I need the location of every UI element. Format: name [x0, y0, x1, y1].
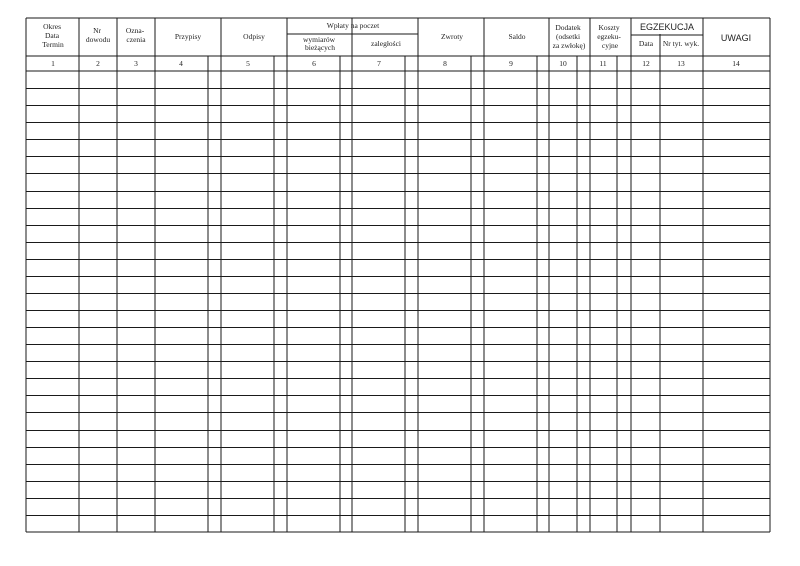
header-zwroty: Zwroty	[440, 32, 464, 41]
col-number: 8	[443, 59, 447, 68]
col-number: 11	[599, 59, 607, 68]
header-nr-dowodu: Nr dowodu	[85, 26, 111, 44]
col-number: 1	[51, 59, 55, 68]
header-wplaty: Wpłaty na poczet	[326, 21, 380, 30]
header-okres: Okres Data Termin	[42, 22, 64, 49]
col-number: 12	[642, 59, 650, 68]
header-wymiarow: wymiarów bieżących	[303, 35, 336, 52]
col-number: 5	[246, 59, 250, 68]
header-nr-tyt-wyk: Nr tyt. wyk.	[662, 39, 700, 48]
header-koszty: Koszty egzeku- cyjne	[597, 23, 621, 50]
col-number: 4	[179, 59, 183, 68]
col-number: 10	[559, 59, 567, 68]
col-number: 7	[377, 59, 381, 68]
col-number: 9	[509, 59, 513, 68]
header-przypisy: Przypisy	[174, 32, 202, 41]
header-odpisy: Odpisy	[243, 32, 265, 41]
header-egzekucja: EGZEKUCJA	[639, 22, 695, 32]
header-dodatek: Dodatek (odsetki za zwłokę)	[552, 23, 586, 50]
ledger-grid	[26, 18, 770, 532]
col-number: 13	[677, 59, 685, 68]
header-saldo: Saldo	[508, 32, 526, 41]
header-data: Data	[638, 39, 654, 48]
col-number: 14	[732, 59, 740, 68]
header-uwagi: UWAGI	[720, 33, 752, 43]
header-zaleglosci: zaległości	[371, 39, 401, 48]
col-number: 6	[312, 59, 316, 68]
col-number: 2	[96, 59, 100, 68]
col-number: 3	[134, 59, 138, 68]
header-oznaczenia: Ozna- czenia	[125, 26, 146, 44]
